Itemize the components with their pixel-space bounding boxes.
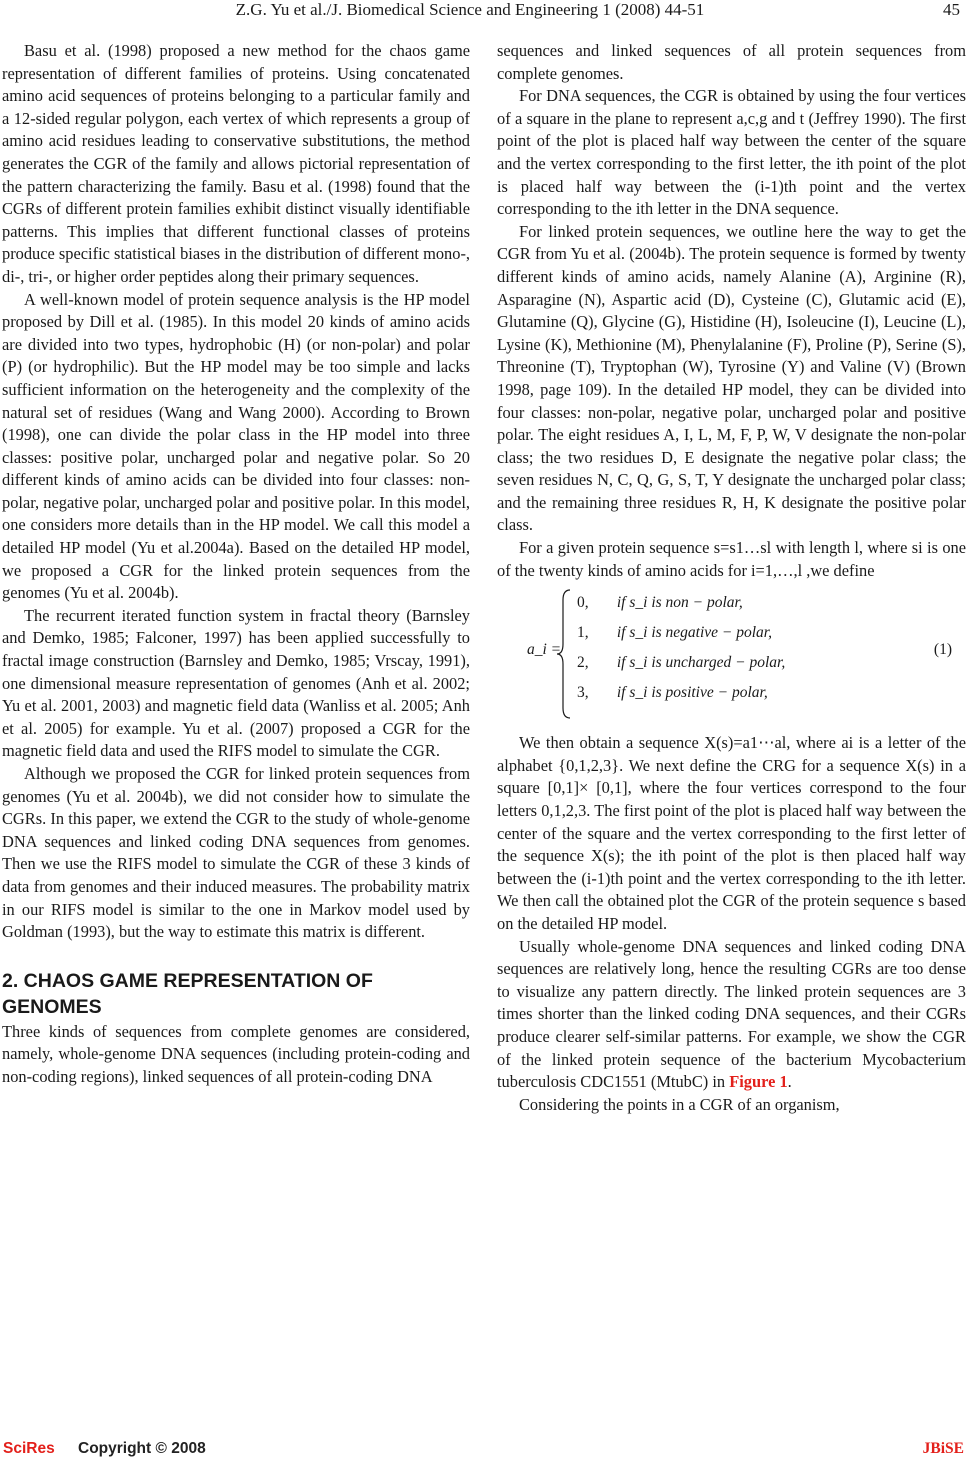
paragraph-basu: Basu et al. (1998) proposed a new method for the chaos game representation of different families of proteins. Using concatenated amino acid sequences of proteins belonging to a particular family and a 12-sided regular polygon, each vertex of which represents a group of amino acid residues leading to conservative substitutions, the method generates the CGR of the family and allows pictorial representation of the pattern characterizing the family. Basu et al. (1998) found that the CGRs of different protein families exhibit distinct visually identifiable patterns. This implies that different functional classes of proteins produce specific statistical biases in the distribution of different mono-, di-, tri-, or higher order peptides along their primary sequences.: [2, 41, 470, 286]
copyright-notice: Copyright © 2008: [78, 1440, 206, 1457]
equation-number: (1): [933, 641, 952, 659]
publisher-logo: SciRes: [3, 1440, 55, 1457]
paragraph-definition: For a given protein sequence s=s1…sl with length l, where si is one of the twenty kinds of amino acids for i=1,…,l ,we define: [497, 538, 966, 580]
equation-1: [497, 588, 966, 722]
paragraph-period: .: [787, 1072, 792, 1092]
page-footer: [0, 1440, 970, 1460]
case-value: 0,: [577, 594, 589, 612]
equation-case: [577, 648, 785, 678]
case-condition: if s_i is negative − polar,: [616, 624, 772, 642]
paragraph-text: Usually whole-genome DNA sequences and linked coding DNA sequences are relatively long, hence the resulting CGRs are too dense to visualize any pattern directly. The linked protein sequences are 3 times shorter than the linked coding DNA sequences, and their CGRs produce clearer self-similar patterns. For example, we show the CGR of the linked protein sequence of the bacterium Mycobacterium tuberculosis CDC1551 (MtubC) in: [497, 936, 966, 1092]
paragraph-rifs: The recurrent iterated function system in fractal theory (Barnsley and Demko, 1985; Falconer, 1997) has been applied successfully to fractal image construction (Barnsley and Demko, 1985; Vrscay, 1991), one dimensional measure representation of genomes (Anh et al. 2002; Yu et al. 2001, 2003) and magnetic field data (Wanliss et al. 2005; Anh et al. 2005) for example. Yu et al. (2007) proposed a CGR for the magnetic field data and used the RIFS model to simulate the CGR.: [2, 605, 470, 761]
paragraph-considering: Considering the points in a CGR of an organism,: [519, 1094, 840, 1114]
paragraph-linked-sequences: [497, 936, 966, 1094]
paragraph-extension: Although we proposed the CGR for linked protein sequences from genomes (Yu et al. 2004b), we did not consider how to simulate the CGRs. In this paper, we extend the CGR to the study of whole-genome DNA sequences and linked coding DNA sequences from genomes. Then we use the RIFS model to simulate the CGR of these 3 kinds of data from genomes and their induced measures. The probability matrix in our RIFS model is similar to the one in Markov model used by Goldman (1993), but the way to estimate this matrix is different.: [2, 764, 470, 942]
paragraph-hp-model: A well-known model of protein sequence analysis is the HP model proposed by Dill et al. (1985). In this model 20 kinds of amino acids are divided into two types, hydrophobic (H) (or non-polar) and polar (P) (or hydrophilic). But the HP model may be too simple and lacks sufficient information on the heterogeneity and the complexity of the natural set of residues (Wang and Wang 2000). According to Brown (1998), one can divide the polar class in the HP model into three classes: positive polar, uncharged polar and negative polar. So 20 different kinds of amino acids can be divided into four classes: non-polar, negative polar, uncharged polar and positive polar. In this model, one considers more details than in the HP model. We call this model a detailed HP model (Yu et al.2004a). Based on the detailed HP model, we proposed a CGR for the linked protein sequences from the genomes (Yu et al. 2004b).: [2, 289, 470, 603]
left-column: [2, 40, 470, 1089]
paragraph-protein-cgr: For linked protein sequences, we outline here the way to get the CGR from Yu et al. (2004b). The protein sequence is formed by twenty different kinds of amino acids, namely Alanine (A), Arginine (R), Asparagine (N), Aspartic acid (D), Cysteine (C), Glutamic acid (E), Glutamine (Q), Glycine (G), Histidine (H), Isoleucine (I), Leucine (L), Lysine (K), Methionine (M), Phenylalanine (F), Proline (P), Serine (S), Threonine (T), Tryptophan (W), Tyrosine (Y) and Valine (V) (Brown 1998, page 109). In the detailed HP model, they can be divided into four classes: non-polar, negative polar, uncharged polar and positive polar. The eight residues A, I, L, M, F, P, W, V designate the non-polar class; the two residues D, E designate the negative polar class; the seven residues N, C, Q, G, S, T, Y designate the uncharged polar class; and the remaining three residues R, H, K designate the positive polar class.: [497, 221, 966, 535]
page-number: 45: [943, 0, 960, 19]
journal-abbreviation: JBiSE: [922, 1440, 964, 1457]
running-head-citation: Z.G. Yu et al./J. Biomedical Science and Engineering 1 (2008) 44-51: [235, 0, 705, 19]
paragraph-dna-cgr: For DNA sequences, the CGR is obtained by using the four vertices of a square in the plane to represent a,c,g and t (Jeffrey 1990). The first point of the plot is placed half way between the center of the square and the vertex corresponding to the first letter, the ith point of the plot is placed half way between the (i-1)th point and the vertex corresponding to the ith letter in the DNA sequence.: [497, 86, 966, 219]
equation-cases: [577, 588, 785, 708]
paragraph-sequence-definition: We then obtain a sequence X(s)=a1⋯al, where ai is a letter of the alphabet {0,1,2,3}. We next define the CRG for a sequence X(s) in a square [0,1]× [0,1], where the four vertices correspond to the four letters 0,1,2,3. The first point of the plot is placed half way between the center of the square and the vertex corresponding to the first letter of the sequence X(s); the ith point of the plot is then placed half way between the (i-1)th point and the vertex corresponding to the ith letter. We then call the obtained plot the CGR of the protein sequence s based on the detailed HP model.: [497, 733, 966, 933]
section-heading: 2. CHAOS GAME REPRESENTATION OF GENOMES: [2, 969, 373, 1018]
case-value: 1,: [577, 624, 589, 642]
case-condition: if s_i is uncharged − polar,: [616, 654, 786, 672]
paragraph-continuation: sequences and linked sequences of all protein sequences from complete genomes.: [497, 41, 966, 83]
left-brace: [555, 588, 573, 720]
equation-case: [577, 588, 785, 618]
equation-case: [577, 678, 785, 708]
equation-lhs: a_i =: [527, 641, 562, 659]
case-condition: if s_i is non − polar,: [616, 594, 743, 612]
case-value: 2,: [577, 654, 589, 672]
case-value: 3,: [577, 684, 589, 702]
equation-case: [577, 618, 785, 648]
running-header: [0, 0, 970, 24]
figure-1-link[interactable]: Figure 1: [729, 1072, 788, 1092]
right-column: [497, 40, 966, 1116]
case-condition: if s_i is positive − polar,: [616, 684, 768, 702]
paragraph-three-kinds: Three kinds of sequences from complete genomes are considered, namely, whole-genome DNA sequences (including protein-coding and non-coding regions), linked sequences of all protein-coding DNA: [2, 1021, 470, 1086]
